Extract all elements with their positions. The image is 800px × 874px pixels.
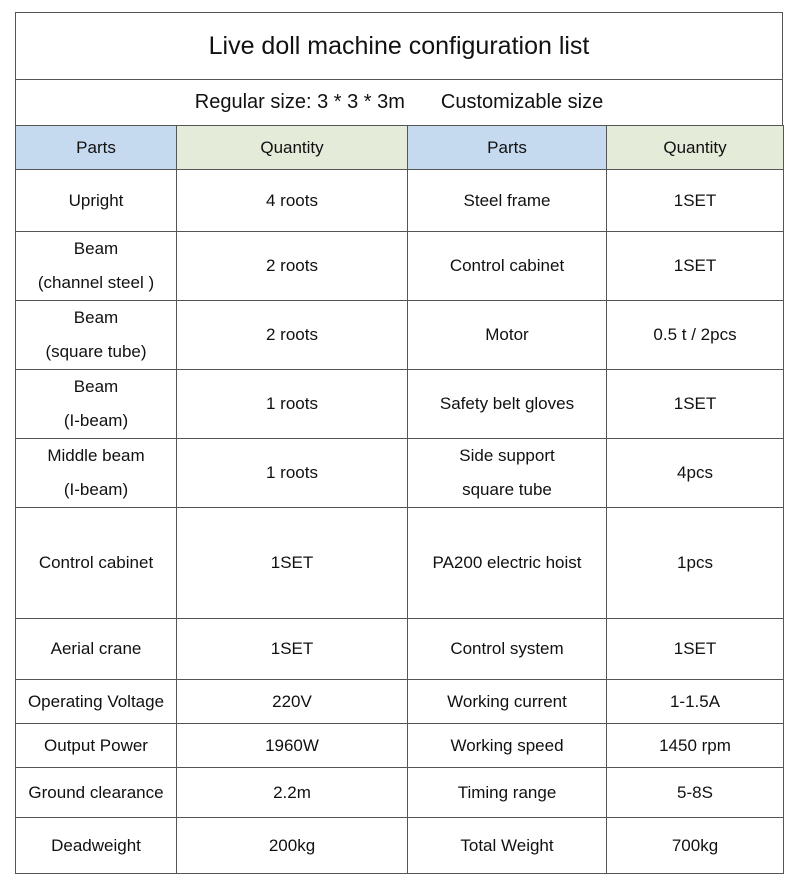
part-left-cell: Operating Voltage — [16, 680, 177, 724]
table-row — [16, 232, 784, 301]
part-right-cell: Safety belt gloves — [408, 370, 607, 439]
quantity-right-cell: 1SET — [607, 232, 784, 301]
table-row — [16, 301, 784, 370]
configuration-sheet — [15, 12, 783, 874]
part-right-cell: PA200 electric hoist — [408, 508, 607, 619]
quantity-left-cell: 2 roots — [177, 301, 408, 370]
part-left-cell: Aerial crane — [16, 619, 177, 680]
table-header-row — [16, 126, 784, 170]
part-left-cell: Output Power — [16, 724, 177, 768]
table-row — [16, 818, 784, 874]
part-right-cell: Working speed — [408, 724, 607, 768]
table-row — [16, 768, 784, 818]
header-parts-left: Parts — [16, 126, 177, 170]
part-right-cell: Total Weight — [408, 818, 607, 874]
quantity-right-cell: 5-8S — [607, 768, 784, 818]
part-right-cell: Control cabinet — [408, 232, 607, 301]
quantity-right-cell: 1SET — [607, 170, 784, 232]
part-right-cell: Motor — [408, 301, 607, 370]
part-left-cell: Beam (channel steel ) — [16, 232, 177, 301]
table-row — [16, 724, 784, 768]
table-row — [16, 680, 784, 724]
part-left-cell: Middle beam (I-beam) — [16, 439, 177, 508]
quantity-right-cell: 700kg — [607, 818, 784, 874]
quantity-right-cell: 1SET — [607, 370, 784, 439]
part-left-cell: Beam (square tube) — [16, 301, 177, 370]
configuration-table — [15, 125, 784, 874]
quantity-left-cell: 2 roots — [177, 232, 408, 301]
part-left-cell: Deadweight — [16, 818, 177, 874]
quantity-right-cell: 1pcs — [607, 508, 784, 619]
table-row — [16, 370, 784, 439]
header-quantity-right: Quantity — [607, 126, 784, 170]
quantity-right-cell: 1450 rpm — [607, 724, 784, 768]
quantity-left-cell: 1960W — [177, 724, 408, 768]
part-right-cell: Side support square tube — [408, 439, 607, 508]
quantity-right-cell: 0.5 t / 2pcs — [607, 301, 784, 370]
quantity-left-cell: 1SET — [177, 508, 408, 619]
table-row — [16, 619, 784, 680]
page-title: Live doll machine configuration list — [15, 12, 783, 79]
part-left-cell: Upright — [16, 170, 177, 232]
part-right-cell: Control system — [408, 619, 607, 680]
table-row — [16, 170, 784, 232]
part-right-cell: Working current — [408, 680, 607, 724]
header-quantity-left: Quantity — [177, 126, 408, 170]
quantity-right-cell: 4pcs — [607, 439, 784, 508]
quantity-left-cell: 1SET — [177, 619, 408, 680]
quantity-left-cell: 2.2m — [177, 768, 408, 818]
part-right-cell: Steel frame — [408, 170, 607, 232]
header-parts-right: Parts — [408, 126, 607, 170]
size-line — [15, 79, 783, 125]
part-left-cell: Ground clearance — [16, 768, 177, 818]
quantity-right-cell: 1SET — [607, 619, 784, 680]
quantity-left-cell: 4 roots — [177, 170, 408, 232]
table-row — [16, 508, 784, 619]
part-right-cell: Timing range — [408, 768, 607, 818]
regular-size-text: Regular size: 3 * 3 * 3m — [194, 91, 405, 113]
quantity-left-cell: 1 roots — [177, 370, 408, 439]
quantity-left-cell: 200kg — [177, 818, 408, 874]
quantity-left-cell: 220V — [177, 680, 408, 724]
table-row — [16, 439, 784, 508]
part-left-cell: Control cabinet — [16, 508, 177, 619]
part-left-cell: Beam (I-beam) — [16, 370, 177, 439]
quantity-right-cell: 1-1.5A — [607, 680, 784, 724]
custom-size-text: Customizable size — [440, 91, 604, 113]
quantity-left-cell: 1 roots — [177, 439, 408, 508]
